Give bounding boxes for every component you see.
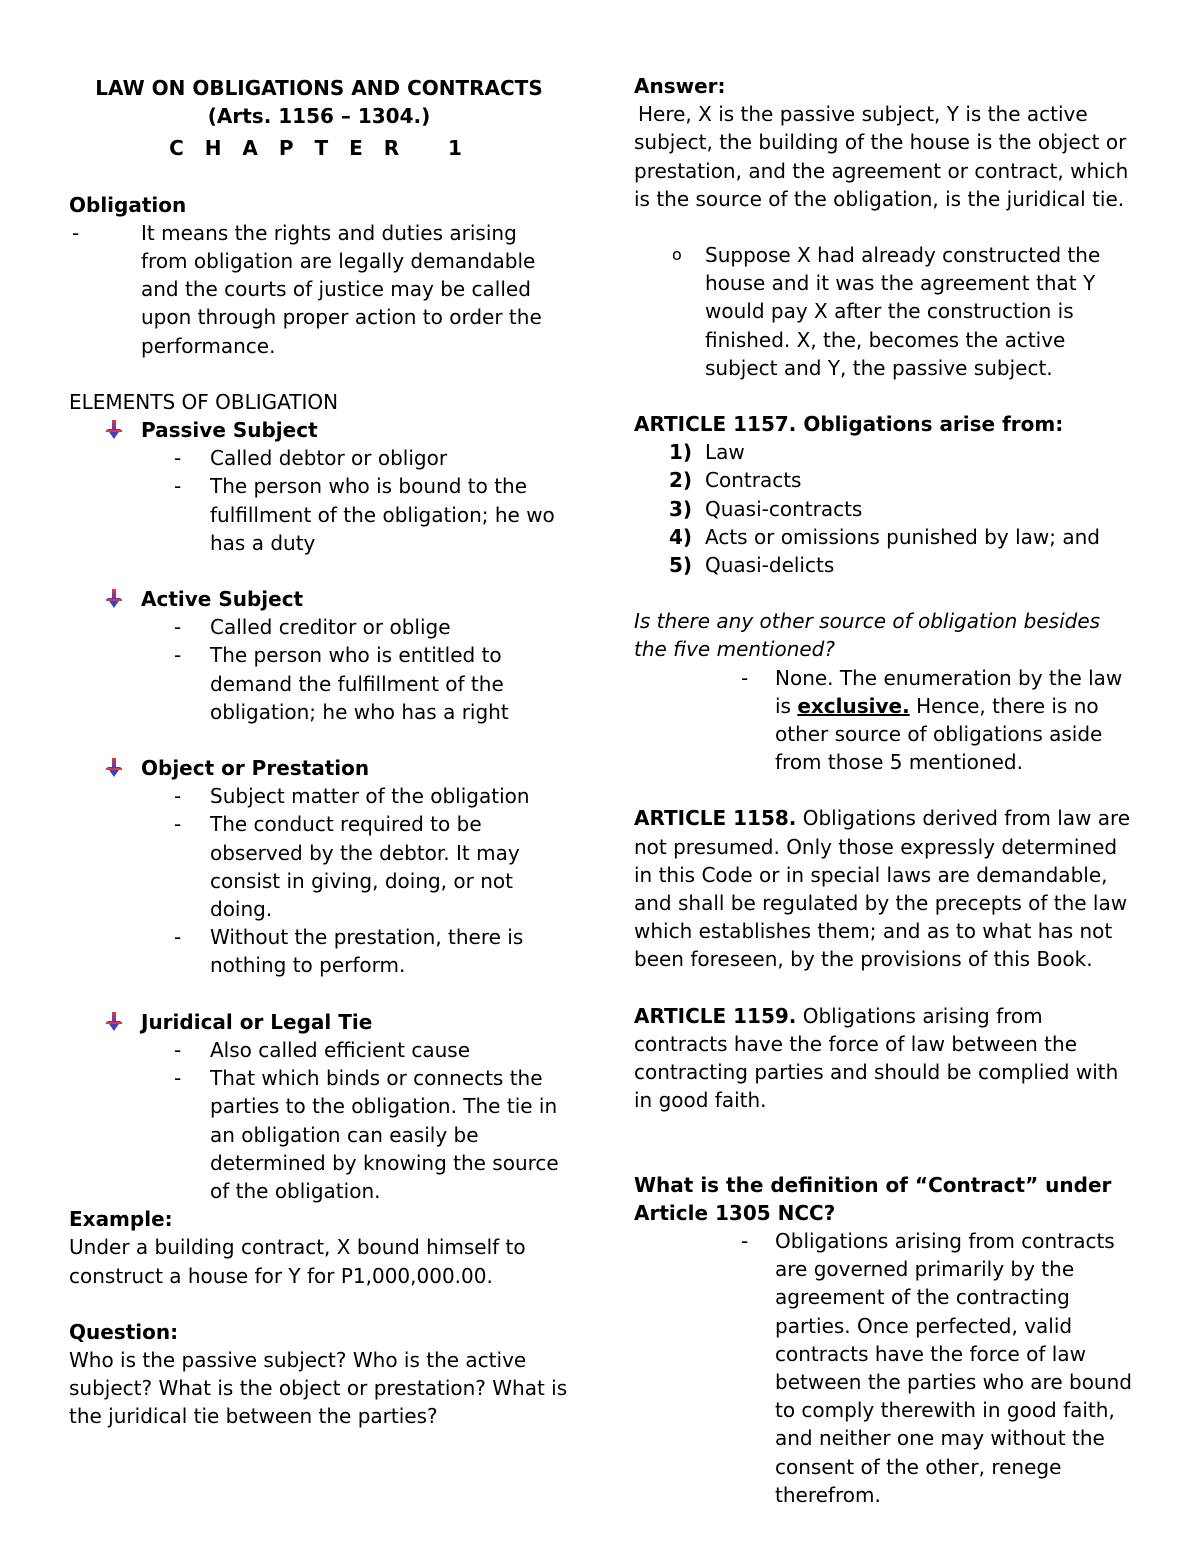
question-text: Who is the passive subject? Who is the active subject? What is the object or prestation? What is the juridical tie between the parties? <box>69 1347 568 1429</box>
obligation-heading: Obligation <box>69 192 187 217</box>
list-item <box>634 523 1134 551</box>
element-name: Object or Prestation <box>141 756 370 781</box>
arrow-down-icon <box>106 1012 122 1032</box>
list-number: 4) <box>669 524 693 549</box>
element-items <box>69 782 569 979</box>
list-item: - Called creditor or oblige <box>69 613 569 641</box>
list-item: - The person who is bound to the fulfillment of the obligation; he wo has a duty <box>69 472 569 557</box>
element-name: Active Subject <box>141 587 304 612</box>
list-number: 1) <box>669 440 693 465</box>
article-1158 <box>634 804 1134 973</box>
document-subtitle: (Arts. 1156 – 1304.) <box>207 104 431 129</box>
elements-heading: ELEMENTS OF OBLIGATION <box>69 389 339 414</box>
element-passive-subject <box>69 416 569 444</box>
source-text: Quasi-delicts <box>705 553 835 578</box>
element-juridical-tie <box>69 1008 569 1036</box>
element-items <box>69 1036 569 1205</box>
list-item: - Without the prestation, there is nothing to perform. <box>69 923 569 979</box>
example-heading: Example: <box>69 1207 173 1232</box>
article-1159 <box>634 1002 1134 1115</box>
list-item <box>634 551 1134 579</box>
arrow-down-icon <box>106 420 122 440</box>
list-item: - Obligations arising from contracts are governed primarily by the agreement of the contracting parties. Once perfected, valid contracts have the force of law between the parties who are bound to comply therewith in good faith, and neither one may without the consent of the other, renege therefrom. <box>634 1227 1134 1509</box>
exclusive-emphasis: exclusive. <box>797 693 910 718</box>
list-item <box>634 438 1134 466</box>
list-item <box>634 466 1134 494</box>
arrow-down-icon <box>106 758 122 778</box>
contract-question: What is the definition of “Contract” under Article 1305 NCC? <box>634 1172 1112 1225</box>
list-number: 3) <box>669 496 693 521</box>
answer-text-part: None. The enumeration by the law is <box>775 665 1123 718</box>
source-text: Quasi-contracts <box>705 496 863 521</box>
answer-text: Here, X is the passive subject, Y is the active subject, the building of the house is the object or prestation, and the agreement or contract, which is the source of the obligation, is the juridical tie. <box>634 102 1129 211</box>
obligation-definition-list <box>69 219 569 360</box>
circle-bullet-icon: o <box>672 245 682 265</box>
article-label: ARTICLE 1159. <box>634 1003 797 1028</box>
element-items <box>69 613 569 726</box>
document-title: LAW ON OBLIGATIONS AND CONTRACTS <box>95 76 543 100</box>
other-source-answer-list <box>634 664 1134 777</box>
article-text: Obligations arising from contracts have the force of law between the contracting parties and should be complied with in good faith. <box>634 1003 1119 1113</box>
list-item: - The person who is entitled to demand the fulfillment of the obligation; he who has a right <box>69 641 569 726</box>
suppose-item <box>634 241 1134 382</box>
source-text: Acts or omissions punished by law; and <box>705 524 1100 549</box>
list-item <box>634 664 1134 777</box>
list-item: - Subject matter of the obligation <box>69 782 569 810</box>
list-number: 2) <box>669 468 693 493</box>
other-source-question: Is there any other source of obligation besides the five mentioned? <box>634 609 1101 662</box>
list-number: 5) <box>669 553 693 578</box>
list-item: - That which binds or connects the parties to the obligation. The tie in an obligation can easily be determined by knowing the source of the obligation. <box>69 1064 569 1205</box>
element-active-subject <box>69 585 569 613</box>
list-item <box>634 495 1134 523</box>
list-item: - The conduct required to be observed by the debtor. It may consist in giving, doing, or not doing. <box>69 810 569 923</box>
list-item: - Also called efficient cause <box>69 1036 569 1064</box>
right-column <box>634 72 1134 1509</box>
arrow-down-icon <box>106 589 122 609</box>
article-1157-heading: ARTICLE 1157. Obligations arise from: <box>634 412 1064 437</box>
element-name: Juridical or Legal Tie <box>141 1009 373 1034</box>
element-items <box>69 444 569 557</box>
element-name: Passive Subject <box>141 418 318 443</box>
chapter-heading: C H A P T E R 1 <box>169 136 469 161</box>
left-column <box>69 72 569 1431</box>
article-label: ARTICLE 1158. <box>634 806 797 831</box>
article-text: Obligations derived from law are not presumed. Only those expressly determined in this Code or in special laws are demandable, and shall be regulated by the precepts of the law which establishes them; and as to what has not been foreseen, by the provisions of this Book. <box>634 806 1131 972</box>
answer-text-part: Hence, there is no other source of obligations aside from those 5 mentioned. <box>775 693 1103 775</box>
obligation-definition: - It means the rights and duties arising from obligation are legally demandable and the courts of justice may be called upon through proper action to order the performance. <box>69 219 569 360</box>
suppose-text: Suppose X had already constructed the house and it was the agreement that Y would pay X after the construction is finished. X, the, becomes the active subject and Y, the passive subject. <box>705 243 1101 380</box>
answer-heading: Answer: <box>634 74 726 98</box>
element-object-prestation <box>69 754 569 782</box>
question-heading: Question: <box>69 1319 179 1344</box>
example-text: Under a building contract, X bound himself to construct a house for Y for P1,000,000.00. <box>69 1235 526 1288</box>
contract-answer-list <box>634 1227 1134 1509</box>
list-item: - Called debtor or obligor <box>69 444 569 472</box>
source-text: Law <box>705 440 745 465</box>
source-text: Contracts <box>705 468 802 493</box>
sources-list <box>634 438 1134 579</box>
